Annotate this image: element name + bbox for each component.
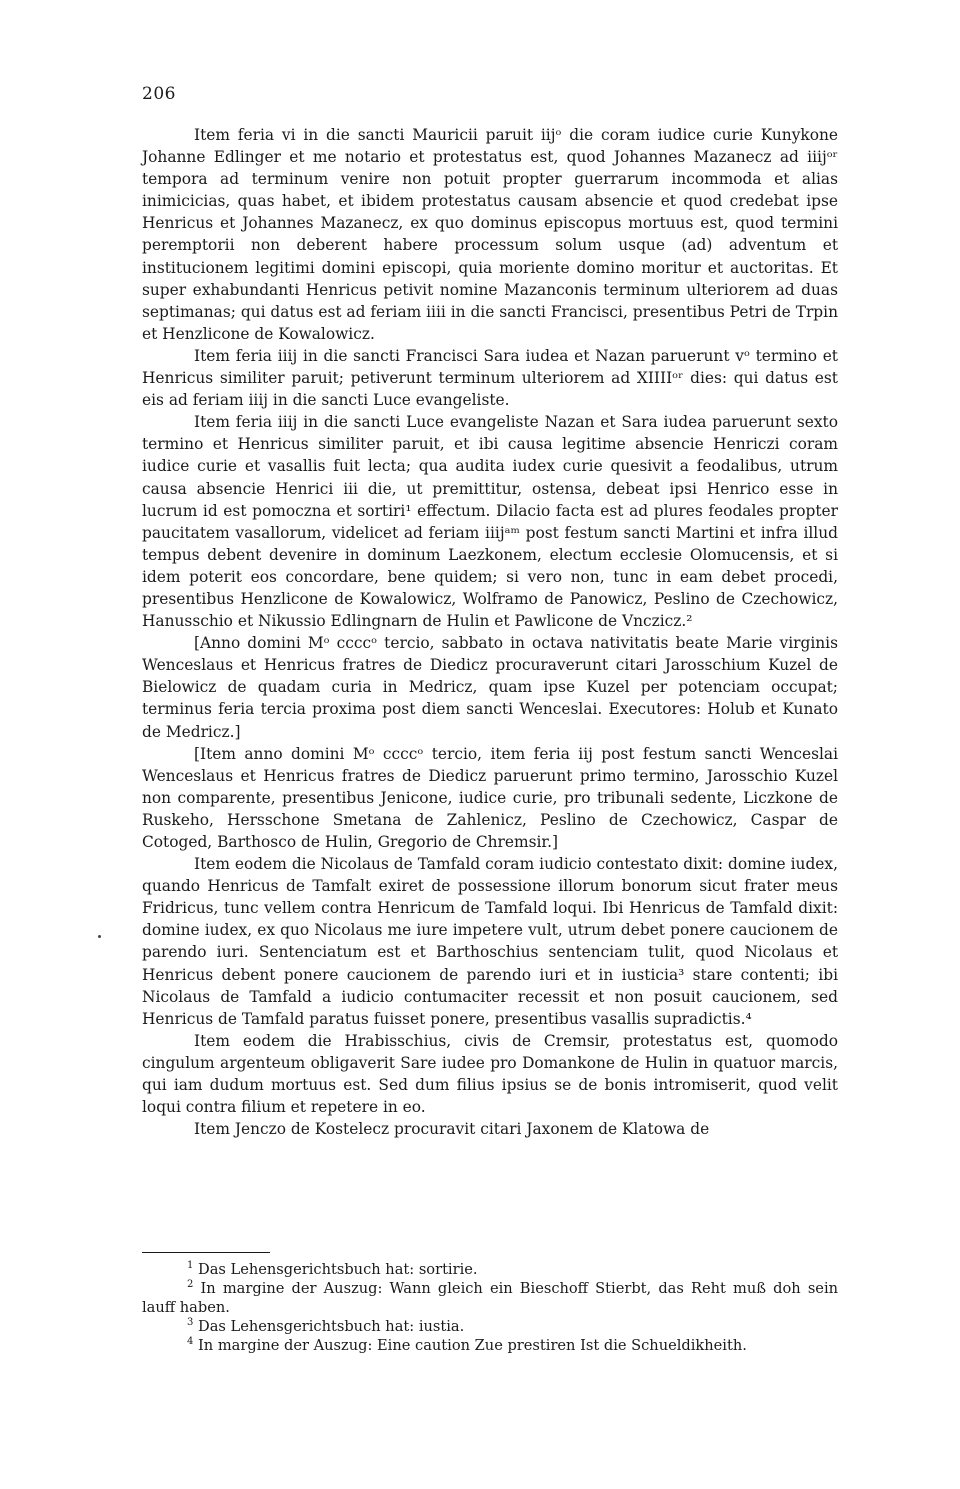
paragraph-2: Item feria iiij in die sancti Francisci Sara iudea et Nazan paruerunt vᵒ termino et Henricus similiter paruit; petiverunt terminum ulteriorem ad XIIIIᵒʳ dies: qui datus est eis ad feriam iiij in die sancti Luce evangeliste. xyxy=(142,346,838,410)
main-text xyxy=(142,124,838,1140)
page-number: 206 xyxy=(142,84,176,104)
paragraph-5: [Item anno domini Mᵒ ccccᵒ tercio, item feria iij post festum sancti Wenceslai Wenceslaus et Henricus fratres de Diedicz paruerunt primo termino, Jarosschio Kuzel non comparente, presentibus Jenicone, iudice curie, pro tribunali sedente, Liczkone de Ruskeho, Hersschone Smetana de Zahlenicz, Peslino de Czechowicz, Caspar de Cotoged, Barthosco de Hulin, Gregorio de Chremsir.] xyxy=(142,744,838,851)
paragraph-7: Item eodem die Hrabisschius, civis de Cremsir, protestatus est, quomodo cingulum argenteum obligaverit Sare iudee pro Domankone de Hulin in quatuor marcis, qui iam dudum mortuus est. Sed dum filius ipsius se de bonis intromiserit, quod velit loqui contra filium et repetere in eo. xyxy=(142,1031,838,1117)
footnote-marker: 1 xyxy=(187,1260,194,1272)
footnote-2 xyxy=(142,1279,838,1317)
margin-mark xyxy=(98,935,101,938)
paragraph-8: Item Jenczo de Kostelecz procuravit citari Jaxonem de Klatowa de xyxy=(194,1120,710,1139)
footnote-text: In margine der Auszug: Wann gleich ein Bieschoff Stierbt, das Reht muß doh sein lauff haben. xyxy=(142,1280,839,1316)
paragraph-1: Item feria vi in die sancti Mauricii paruit iijᵒ die coram iudice curie Kunykone Johanne Edlinger et me notario et protestatus est, quod Johannes Mazanecz ad iiijᵒʳ tempora ad terminum venire non potuit propter guerrarum incommoda et alias inimicicias, quas habet, et ibidem protestatus causam absencie et quod credebat ipse Henricus et Johannes Mazanecz, ex quo dominus episcopus mortuus est, quod termini peremptorii non deberent habere processum solum usque (ad) adventum et institucionem legitimi domini episcopi, quia moriente domino moritur et auctoritas. Et super exhabundanti Henricus petivit nomine Mazanconis terminum ulteriorem ad duas septimanas; qui datus est ad feriam iiii in die sancti Francisci, presentibus Petri de Trpin et Henzlicone de Kowalowicz. xyxy=(142,126,838,343)
footnote-4 xyxy=(142,1336,838,1355)
footnote-divider xyxy=(142,1252,270,1253)
paragraph-4: [Anno domini Mᵒ ccccᵒ tercio, sabbato in octava nativitatis beate Marie virginis Wenceslaus et Henricus fratres de Diedicz procuraverunt citari Jarosschium Kuzel de Bielowicz de quadam curia in Medricz, quam ipse Kuzel per potenciam occupat; terminus feria tercia proxima post diem sancti Wenceslai. Executores: Holub et Kunato de Medricz.] xyxy=(142,634,838,741)
footnote-1 xyxy=(142,1260,838,1279)
footnote-text: Das Lehensgerichtsbuch hat: iustia. xyxy=(198,1318,465,1335)
paragraph-6: Item eodem die Nicolaus de Tamfald coram iudicio contestato dixit: domine iudex, quando Henricus de Tamfalt exiret de possessione illorum bonorum sicut frater meus Fridricus, tunc vellem contra Henricum de Tamfald loqui. Ibi Henricus de Tamfald dixit: domine iudex, ex quo Nicolaus me iure impetere vult, utrum debet ponere caucionem de parendo iuri. Sentenciatum est et Barthoschius sentenciam tulit, quod Nicolaus et Henricus debent ponere caucionem de parendo iuri et in iusticia³ stare contenti; ibi Nicolaus de Tamfald a iudicio contumaciter recessit et non posuit caucionem, sed Henricus de Tamfald paratus fuisset ponere, presentibus vasallis supradictis.⁴ xyxy=(142,855,838,1028)
footnote-marker: 2 xyxy=(187,1279,194,1291)
footnote-text: In margine der Auszug: Eine caution Zue prestiren Ist die Schueldikheith. xyxy=(198,1337,747,1354)
footnote-text: Das Lehensgerichtsbuch hat: sortirie. xyxy=(198,1261,478,1278)
footnote-marker: 4 xyxy=(187,1336,194,1348)
footnote-3 xyxy=(142,1317,838,1336)
paragraph-3: Item feria iiij in die sancti Luce evangeliste Nazan et Sara iudea paruerunt sexto termino et Henricus similiter paruit, et ibi causa legitime absencie Henriczi coram iudice curie et vasallis fuit lecta; qua audita iudex curie quesivit a feodalibus, utrum causa absencie Henrici iii die, ut premittitur, ostensa, debeat ipsi Henrico esse in lucrum id est pomoczna et sortiri¹ effectum. Dilacio facta est ad plures feodales propter paucitatem vasallorum, videlicet ad feriam iiijᵃᵐ post festum sancti Martini et infra illud tempus debent devenire in dominum Laezkonem, electum ecclesie Olomucensis, et si idem poterit eos concordare, bene quidem; si vero non, tunc in eam debet procedi, presentibus Henzlicone de Kowalowicz, Wolframo de Panowicz, Peslino de Czechowicz, Hanusschio et Nikussio Edlingnarn de Hulin et Pawlicone de Vnczicz.² xyxy=(142,413,838,631)
footnote-marker: 3 xyxy=(187,1317,194,1329)
footnotes xyxy=(142,1260,838,1355)
